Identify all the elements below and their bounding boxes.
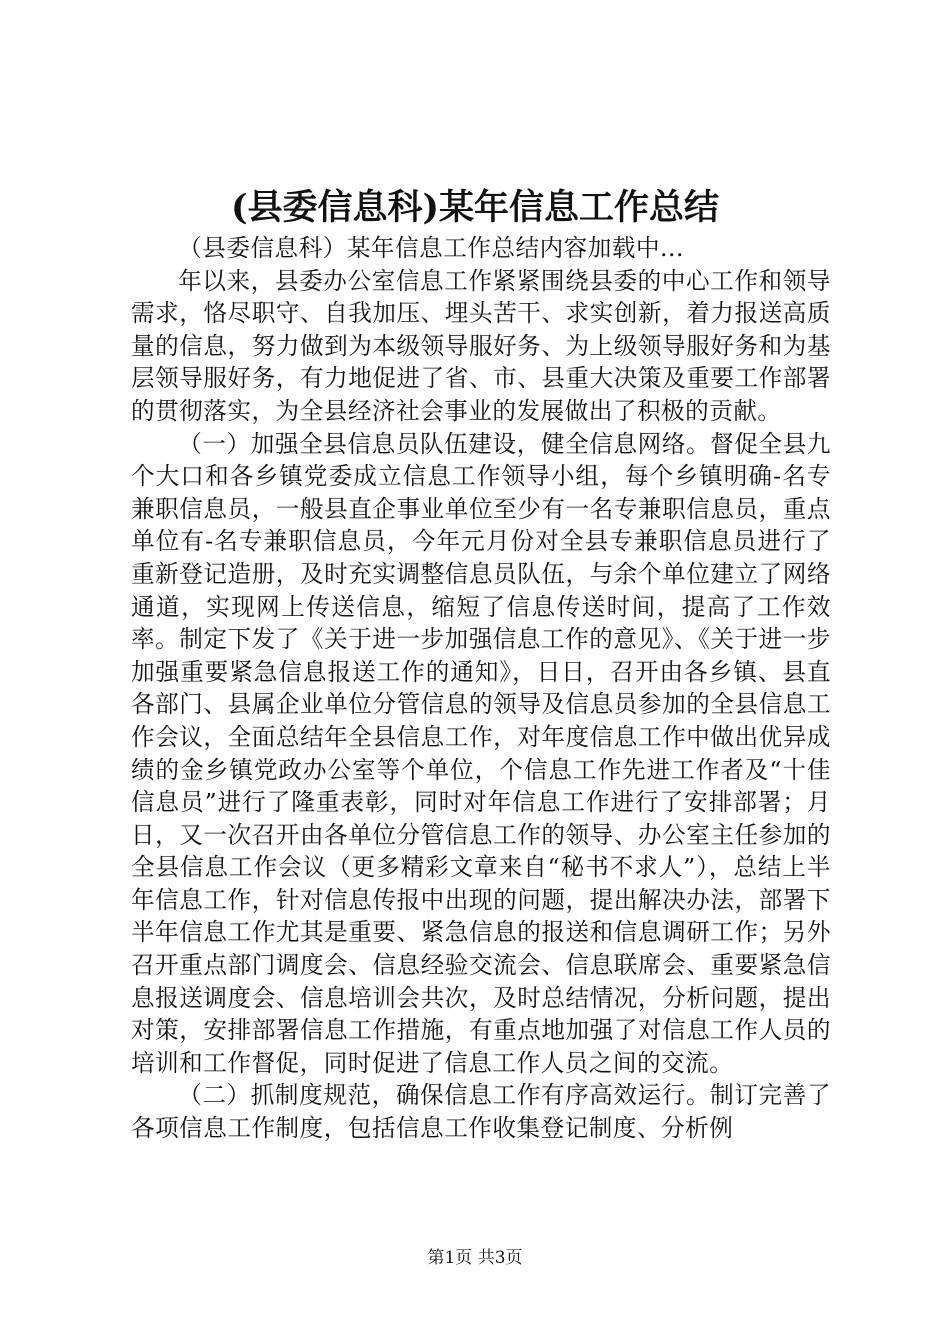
page-number-footer: 第1页 共3页 bbox=[427, 1248, 523, 1268]
paragraph-section-2: （二）抓制度规范，确保信息工作有序高效运行。制订完善了各项信息工作制度，包括信息工作收集登记制度、分析例 bbox=[131, 1081, 831, 1143]
paragraph-loading: （县委信息科）某年信息工作总结内容加载中... bbox=[178, 234, 685, 262]
document-body bbox=[131, 232, 831, 1145]
paragraph-section-1: （一）加强全县信息员队伍建设，健全信息网络。督促全县九个大口和各乡镇党委成立信息工作领导小组，每个乡镇明确-名专兼职信息员，一般县直企事业单位至少有一名专兼职信息员，重点单位有-名专兼职信息员，今年元月份对全县专兼职信息员进行了重新登记造册，及时充实调整信息员队伍，与余个单位建立了网络通道，实现网上传送信息，缩短了信息传送时间，提高了工作效率。制定下发了《关于进一步加强信息工作的意见》、《关于进一步加强重要紧急信息报送工作的通知》，日日，召开由各乡镇、县直各部门、县属企业单位分管信息的领导及信息员参加的全县信息工作会议，全面总结年全县信息工作，对年度信息工作中做出优异成绩的金乡镇党政办公室等个单位，个信息工作先进工作者及“十佳信息员”进行了隆重表彰，同时对年信息工作进行了安排部署；月日，又一次召开由各单位分管信息工作的领导、办公室主任参加的全县信息工作会议（更多精彩文章来自“秘书不求人”），总结上半年信息工作，针对信息传报中出现的问题，提出解决办法，部署下半年信息工作尤其是重要、紧急信息的报送和信息调研工作；另外召开重点部门调度会、信息经验交流会、信息联席会、重要紧急信息报送调度会、信息培训会共次，及时总结情况，分析问题，提出对策，安排部署信息工作措施，有重点地加强了对信息工作人员的培训和工作督促，同时促进了信息工作人员之间的交流。 bbox=[131, 429, 831, 1077]
paragraph-intro: 年以来，县委办公室信息工作紧紧围绕县委的中心工作和领导需求，恪尽职守、自我加压、埋头苦干、求实创新，着力报送高质量的信息，努力做到为本级领导服好务、为上级领导服好务和为基层领导服好务，有力地促进了省、市、县重大决策及重要工作部署的贯彻落实，为全县经济社会事业的发展做出了积极的贡献。 bbox=[131, 266, 831, 425]
document-title: (县委信息科)某年信息工作总结 bbox=[230, 187, 720, 228]
